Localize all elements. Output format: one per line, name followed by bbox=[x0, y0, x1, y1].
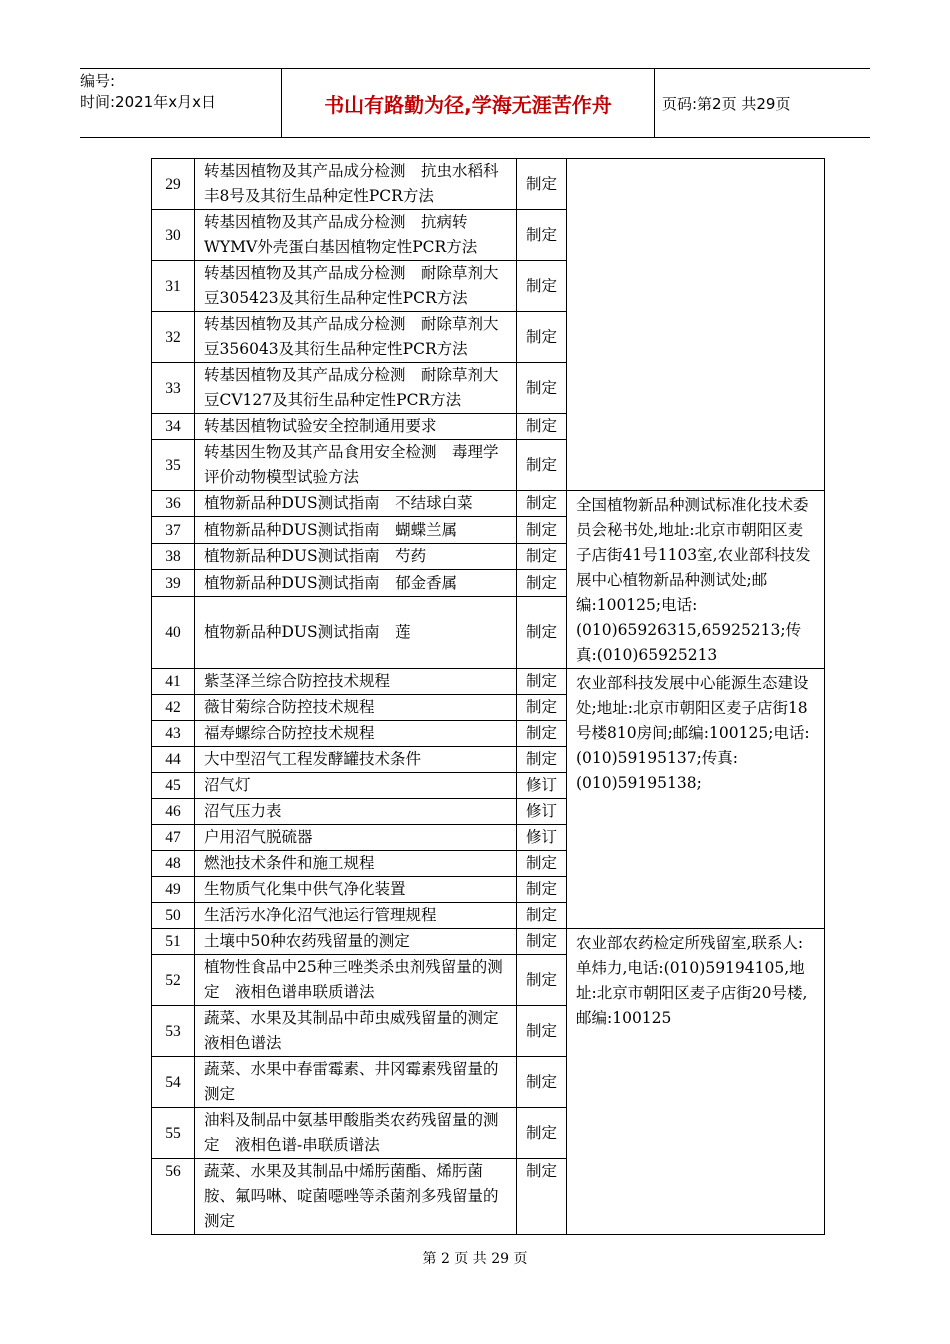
row-name: 植物性食品中25种三唑类杀虫剂残留量的测定 液相色谱串联质谱法 bbox=[195, 955, 517, 1006]
row-number: 48 bbox=[152, 851, 195, 877]
row-number: 40 bbox=[152, 596, 195, 668]
row-type: 制定 bbox=[517, 491, 567, 517]
row-number: 31 bbox=[152, 261, 195, 312]
row-type: 制定 bbox=[517, 440, 567, 491]
row-name: 植物新品种DUS测试指南 芍药 bbox=[195, 543, 517, 569]
row-name: 大中型沼气工程发酵罐技术条件 bbox=[195, 747, 517, 773]
row-number: 50 bbox=[152, 903, 195, 929]
row-number: 38 bbox=[152, 543, 195, 569]
row-number: 43 bbox=[152, 721, 195, 747]
row-number: 37 bbox=[152, 517, 195, 543]
row-number: 51 bbox=[152, 929, 195, 955]
row-type: 修订 bbox=[517, 825, 567, 851]
row-type: 制定 bbox=[517, 159, 567, 210]
row-name: 福寿螺综合防控技术规程 bbox=[195, 721, 517, 747]
row-name: 燃池技术条件和施工规程 bbox=[195, 851, 517, 877]
standards-table bbox=[151, 158, 825, 1235]
row-number: 33 bbox=[152, 363, 195, 414]
page-header bbox=[80, 68, 870, 138]
row-number: 44 bbox=[152, 747, 195, 773]
row-name: 植物新品种DUS测试指南 不结球白菜 bbox=[195, 491, 517, 517]
row-type: 制定 bbox=[517, 851, 567, 877]
row-name: 转基因生物及其产品食用安全检测 毒理学评价动物模型试验方法 bbox=[195, 440, 517, 491]
row-name: 转基因植物及其产品成分检测 抗虫水稻科丰8号及其衍生品种定性PCR方法 bbox=[195, 159, 517, 210]
time-label: 时间:2021年x月x日 bbox=[80, 93, 216, 111]
row-name: 沼气灯 bbox=[195, 773, 517, 799]
row-number: 54 bbox=[152, 1057, 195, 1108]
row-number: 29 bbox=[152, 159, 195, 210]
row-name: 生活污水净化沼气池运行管理规程 bbox=[195, 903, 517, 929]
row-type: 制定 bbox=[517, 747, 567, 773]
row-name: 紫茎泽兰综合防控技术规程 bbox=[195, 669, 517, 695]
row-number: 46 bbox=[152, 799, 195, 825]
row-type: 制定 bbox=[517, 517, 567, 543]
row-type: 制定 bbox=[517, 1057, 567, 1108]
row-type: 制定 bbox=[517, 210, 567, 261]
row-number: 52 bbox=[152, 955, 195, 1006]
row-number: 55 bbox=[152, 1108, 195, 1159]
row-name: 转基因植物及其产品成分检测 抗病转WYMV外壳蛋白基因植物定性PCR方法 bbox=[195, 210, 517, 261]
contact-pesticide: 农业部农药检定所残留室,联系人:单炜力,电话:(010)59194105,地址:北京市朝阳区麦子店街20号楼,邮编:100125 bbox=[567, 929, 825, 1235]
row-number: 35 bbox=[152, 440, 195, 491]
row-type: 制定 bbox=[517, 955, 567, 1006]
row-type: 修订 bbox=[517, 799, 567, 825]
row-type: 修订 bbox=[517, 773, 567, 799]
row-name: 转基因植物及其产品成分检测 耐除草剂大豆305423及其衍生品种定性PCR方法 bbox=[195, 261, 517, 312]
row-number: 39 bbox=[152, 570, 195, 596]
row-type: 制定 bbox=[517, 363, 567, 414]
row-number: 34 bbox=[152, 414, 195, 440]
row-name: 沼气压力表 bbox=[195, 799, 517, 825]
row-number: 32 bbox=[152, 312, 195, 363]
row-name: 土壤中50种农药残留量的测定 bbox=[195, 929, 517, 955]
row-type: 制定 bbox=[517, 929, 567, 955]
row-number: 53 bbox=[152, 1006, 195, 1057]
row-name: 油料及制品中氨基甲酸脂类农药残留量的测定 液相色谱-串联质谱法 bbox=[195, 1108, 517, 1159]
row-name: 植物新品种DUS测试指南 莲 bbox=[195, 596, 517, 668]
row-name: 生物质气化集中供气净化装置 bbox=[195, 877, 517, 903]
row-name: 转基因植物及其产品成分检测 耐除草剂大豆356043及其衍生品种定性PCR方法 bbox=[195, 312, 517, 363]
row-number: 49 bbox=[152, 877, 195, 903]
row-type: 制定 bbox=[517, 414, 567, 440]
contact-energy: 农业部科技发展中心能源生态建设处;地址:北京市朝阳区麦子店街18号楼810房间;邮编:100125;电话:(010)59195137;传真:(010)59195138; bbox=[567, 669, 825, 929]
row-type: 制定 bbox=[517, 261, 567, 312]
row-number: 30 bbox=[152, 210, 195, 261]
row-type: 制定 bbox=[517, 312, 567, 363]
number-label: 编号: bbox=[80, 72, 116, 90]
row-type: 制定 bbox=[517, 877, 567, 903]
row-number: 42 bbox=[152, 695, 195, 721]
table-row bbox=[152, 929, 825, 955]
row-type: 制定 bbox=[517, 695, 567, 721]
row-type: 制定 bbox=[517, 570, 567, 596]
header-motto: 书山有路勤为径,学海无涯苦作舟 bbox=[282, 69, 655, 137]
row-type: 制定 bbox=[517, 1159, 567, 1235]
row-name: 植物新品种DUS测试指南 郁金香属 bbox=[195, 570, 517, 596]
page-footer: 第 2 页 共 29 页 bbox=[422, 1251, 528, 1267]
row-type: 制定 bbox=[517, 543, 567, 569]
header-info bbox=[80, 69, 282, 137]
row-type: 制定 bbox=[517, 721, 567, 747]
row-number: 47 bbox=[152, 825, 195, 851]
row-type: 制定 bbox=[517, 669, 567, 695]
row-name: 转基因植物及其产品成分检测 耐除草剂大豆CV127及其衍生品种定性PCR方法 bbox=[195, 363, 517, 414]
row-number: 41 bbox=[152, 669, 195, 695]
table-row bbox=[152, 491, 825, 517]
header-page-label: 页码:第2页 共29页 bbox=[662, 94, 791, 113]
row-name: 蔬菜、水果及其制品中烯肟菌酯、烯肟菌胺、氟吗啉、啶菌噁唑等杀菌剂多残留量的测定 bbox=[195, 1159, 517, 1235]
row-name: 蔬菜、水果及其制品中茚虫威残留量的测定 液相色谱法 bbox=[195, 1006, 517, 1057]
row-name: 户用沼气脱硫器 bbox=[195, 825, 517, 851]
row-name: 植物新品种DUS测试指南 蝴蝶兰属 bbox=[195, 517, 517, 543]
row-type: 制定 bbox=[517, 903, 567, 929]
row-type: 制定 bbox=[517, 596, 567, 668]
row-type: 制定 bbox=[517, 1006, 567, 1057]
table-row bbox=[152, 669, 825, 695]
row-number: 45 bbox=[152, 773, 195, 799]
row-number: 56 bbox=[152, 1159, 195, 1235]
row-name: 转基因植物试验安全控制通用要求 bbox=[195, 414, 517, 440]
row-type: 制定 bbox=[517, 1108, 567, 1159]
table-row bbox=[152, 159, 825, 210]
row-name: 蔬菜、水果中春雷霉素、井冈霉素残留量的测定 bbox=[195, 1057, 517, 1108]
contact-empty bbox=[567, 159, 825, 491]
row-name: 薇甘菊综合防控技术规程 bbox=[195, 695, 517, 721]
row-number: 36 bbox=[152, 491, 195, 517]
contact-dus: 全国植物新品种测试标准化技术委员会秘书处,地址:北京市朝阳区麦子店街41号1103室,农业部科技发展中心植物新品种测试处;邮编:100125;电话:(010)65926315,65925213;传真:(010)65925213 bbox=[567, 491, 825, 669]
